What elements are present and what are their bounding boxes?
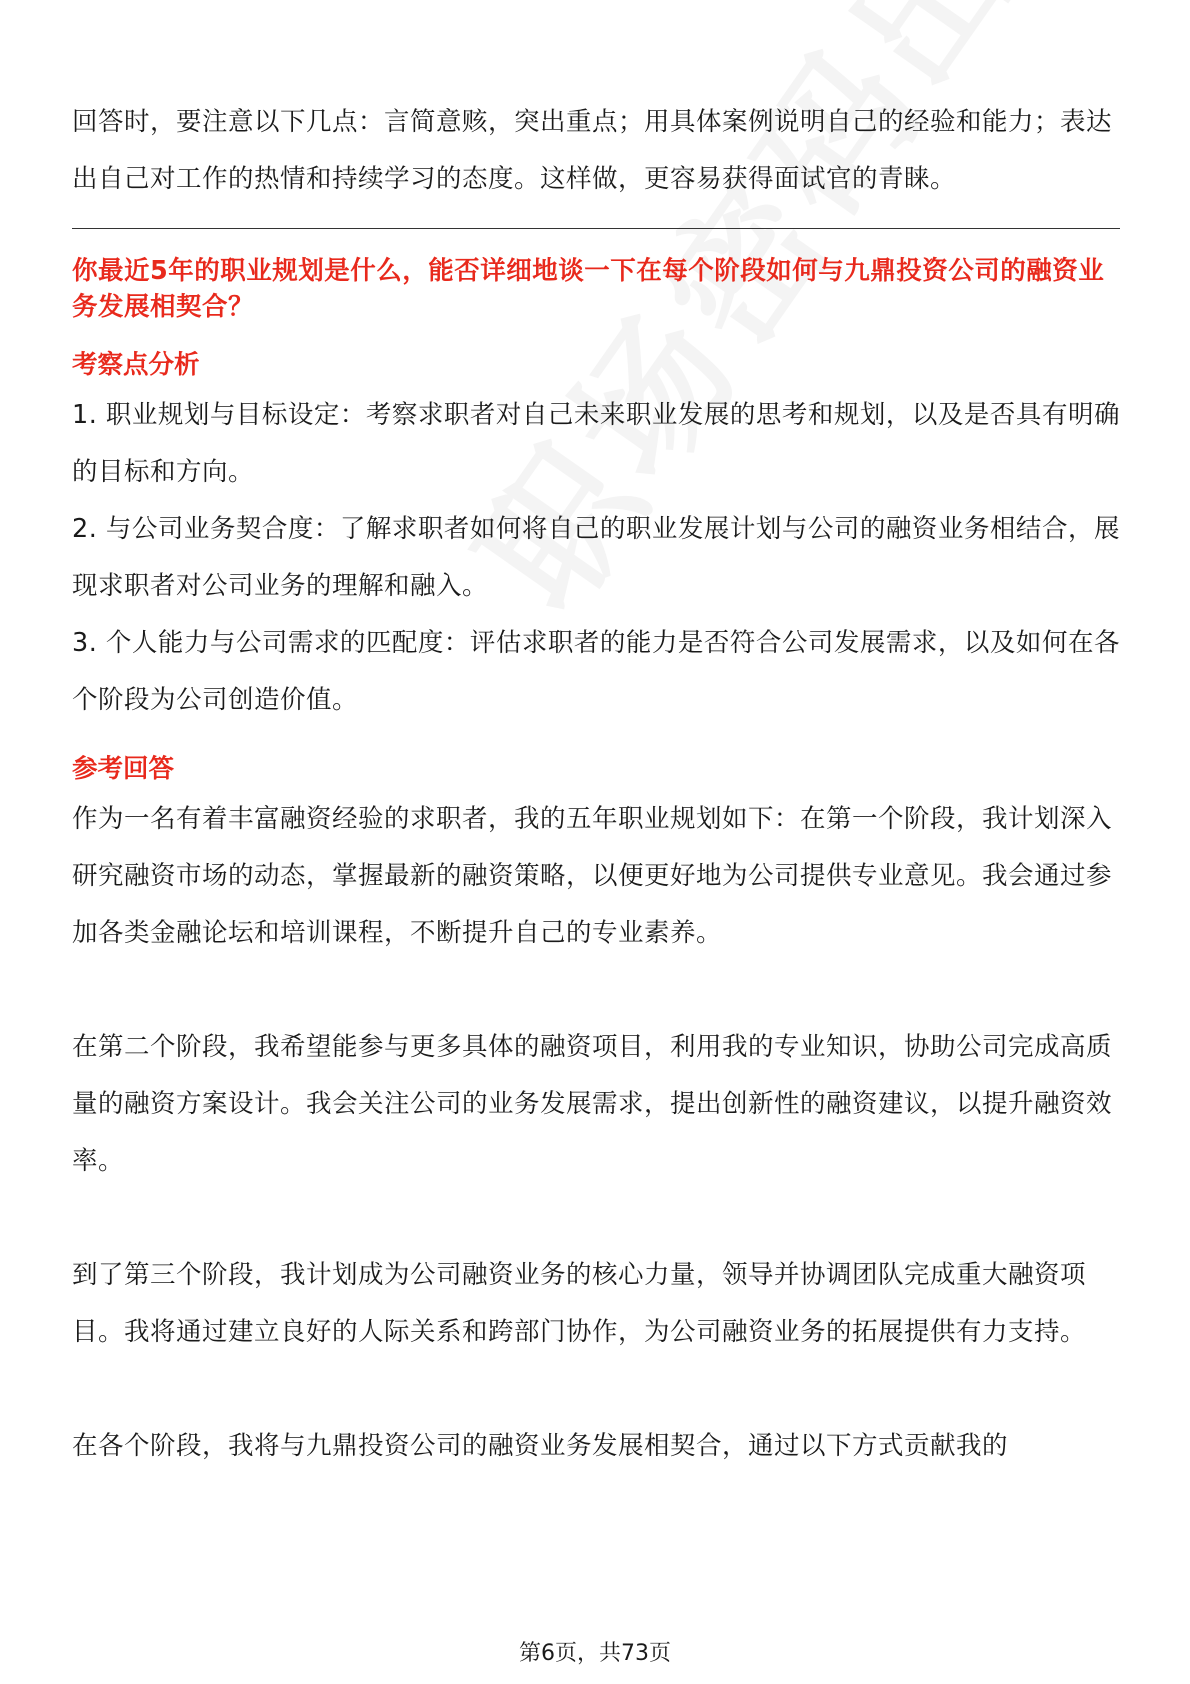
answer-paragraph: 到了第三个阶段，我计划成为公司融资业务的核心力量，领导并协调团队完成重大融资项目。我将通过建立良好的人际关系和跨部门协作，为公司融资业务的拓展提供有力支持。 xyxy=(72,1260,1087,1347)
analysis-item: 1. 职业规划与目标设定：考察求职者对自己未来职业发展的思考和规划，以及是否具有明确的目标和方向。 xyxy=(72,400,1120,487)
paragraph-gap xyxy=(72,962,1120,1019)
answer-paragraph: 在各个阶段，我将与九鼎投资公司的融资业务发展相契合，通过以下方式贡献我的 xyxy=(72,1431,1009,1461)
analysis-item: 2. 与公司业务契合度：了解求职者如何将自己的职业发展计划与公司的融资业务相结合，展现求职者对公司业务的理解和融入。 xyxy=(72,514,1120,601)
analysis-item: 3. 个人能力与公司需求的匹配度：评估求职者的能力是否符合公司发展需求，以及如何在各个阶段为公司创造价值。 xyxy=(72,628,1120,715)
paragraph-gap xyxy=(72,1361,1120,1418)
analysis-list xyxy=(72,387,1120,729)
page-number: 第6页，共73页 xyxy=(519,1641,671,1666)
section-divider xyxy=(72,228,1120,229)
intro-paragraph: 回答时，要注意以下几点：言简意赅，突出重点；用具体案例说明自己的经验和能力；表达出自己对工作的热情和持续学习的态度。这样做，更容易获得面试官的青睐。 xyxy=(72,107,1113,194)
answer-body xyxy=(72,791,1120,1475)
answer-heading: 参考回答 xyxy=(72,754,175,784)
paragraph-gap xyxy=(72,1190,1120,1247)
analysis-heading: 考察点分析 xyxy=(72,350,200,380)
answer-paragraph: 作为一名有着丰富融资经验的求职者，我的五年职业规划如下：在第一个阶段，我计划深入研究融资市场的动态，掌握最新的融资策略，以便更好地为公司提供专业意见。我会通过参加各类金融论坛和培训课程，不断提升自己的专业素养。 xyxy=(72,804,1113,948)
answer-paragraph: 在第二个阶段，我希望能参与更多具体的融资项目，利用我的专业知识，协助公司完成高质量的融资方案设计。我会关注公司的业务发展需求，提出创新性的融资建议，以提升融资效率。 xyxy=(72,1032,1113,1176)
page-content xyxy=(72,94,1120,1475)
question-title: 你最近5年的职业规划是什么，能否详细地谈一下在每个阶段如何与九鼎投资公司的融资业务发展相契合？ xyxy=(72,256,1105,322)
